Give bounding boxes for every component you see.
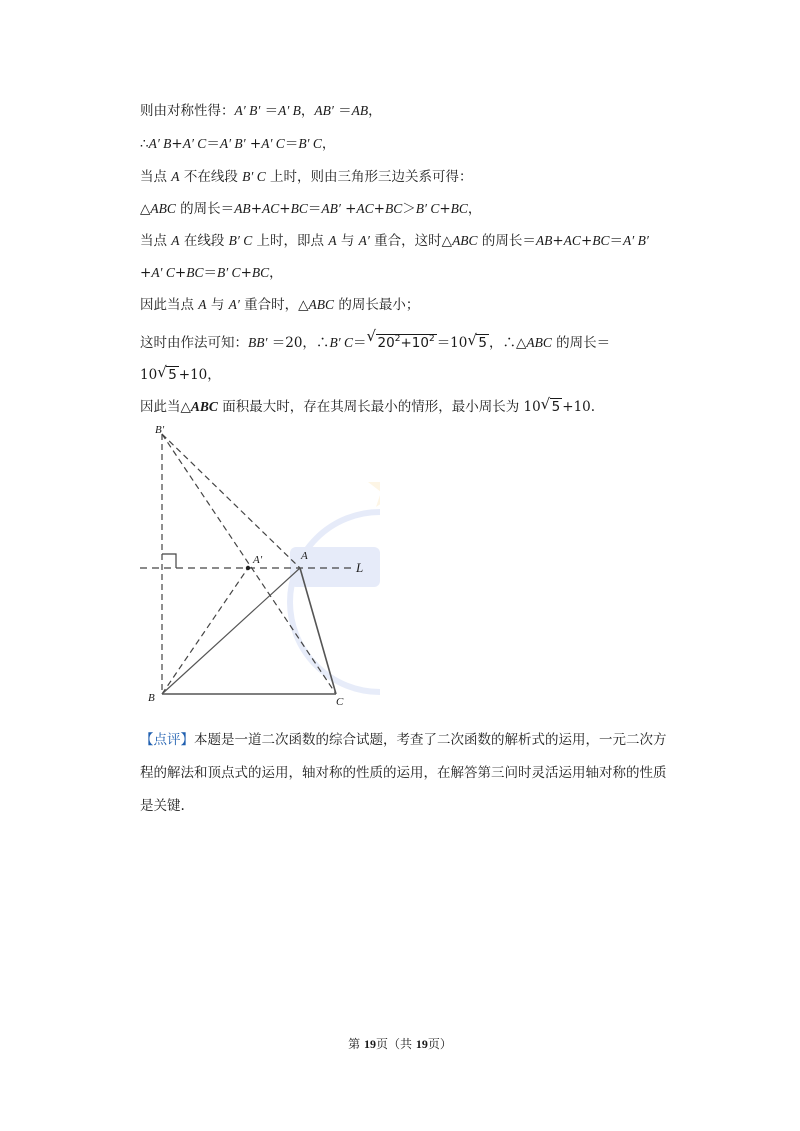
label-bprime: B′ xyxy=(155,424,165,436)
dashed-b-aprime xyxy=(162,568,248,694)
sqrt-5: √ 5 xyxy=(540,395,561,415)
review-paragraph xyxy=(140,724,670,823)
sqrt-expression: √ $20^2+10^2$ xyxy=(366,327,435,351)
label-l: L xyxy=(356,560,364,575)
solution-line-5: 当点 A 在线段 B′ C 上时，即点 A 与 A′ 重合，这时△ABC 的周长＝AB+AC+BC＝A′ B′ xyxy=(140,233,649,249)
label-c: C xyxy=(336,696,344,708)
dashed-bprime-a xyxy=(162,434,300,568)
review-tag: 【点评】 xyxy=(140,732,194,748)
solution-line-8: 这时由作法可知：BB′ ＝20，∴B′ C＝ √ $20^2+10^2 =10$ √ 5 ，∴△ABC 的周长＝ xyxy=(140,327,611,351)
segment-ab xyxy=(162,568,300,694)
sqrt-5: √ 5 xyxy=(467,331,487,351)
solution-line-1: 则由对称性得：A′ B′ ＝A′ B，AB′ ＝AB， xyxy=(140,103,382,119)
solution-line-2: ∴A′ B+A′ C＝A′ B′ +A′ C＝B′ C， xyxy=(140,136,336,152)
geometry-diagram xyxy=(140,422,380,712)
point-aprime xyxy=(246,566,250,570)
page-footer: 第 19页（共 19页） xyxy=(348,1037,452,1051)
review-text: 本题是一道二次函数的综合试题，考查了二次函数的解析式的运用，一元二次方程的解法和顶点式的运用，轴对称的性质的运用，在解答第三问时灵活运用轴对称的性质是关键. xyxy=(140,732,667,814)
solution-line-4: △ABC 的周长＝AB+AC+BC＝AB′ +AC+BC＞B′ C+BC， xyxy=(140,201,482,217)
solution-line-10: 因此当△ABC 面积最大时，存在其周长最小的情形，最小周长为 10 √ 5 +10. xyxy=(140,395,596,415)
solution-line-3: 当点 A 不在线段 B′ C 上时，则由三角形三边关系可得： xyxy=(140,169,473,185)
solution-line-6: +A′ C+BC＝B′ C+BC， xyxy=(140,265,283,281)
label-aprime: A′ xyxy=(253,554,263,566)
solution-line-9: 10 √ 5 +10， xyxy=(140,363,221,383)
sqrt-5: √ 5 xyxy=(157,363,177,383)
label-a: A xyxy=(301,550,308,562)
geometry-figure xyxy=(140,422,380,712)
label-b: B xyxy=(148,692,155,704)
right-angle-mark xyxy=(162,554,176,568)
solution-line-7: 因此当点 A 与 A′ 重合时，△ABC 的周长最小； xyxy=(140,297,420,313)
